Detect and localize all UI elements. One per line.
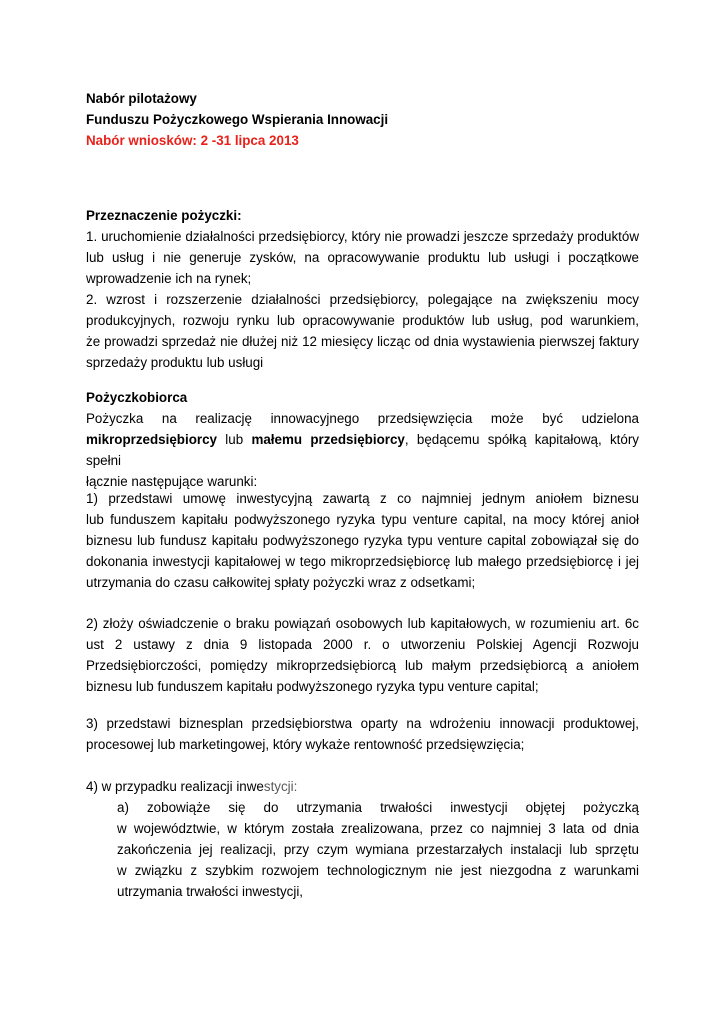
text-line: 2) złoży oświadczenie o braku powiązań osobowych lub kapitałowych, w rozumieniu art. 6c (86, 616, 639, 631)
condition-4 (86, 776, 639, 797)
text-line: Przedsiębiorczości, pomiędzy mikroprzedsiębiorcą lub małym przedsiębiorcą a aniołem (86, 658, 639, 673)
document-header (86, 88, 639, 151)
section-heading: Pożyczkobiorca (86, 390, 188, 405)
text-line: Pożyczka na realizację innowacyjnego przedsięwzięcia może być udzielona (86, 411, 639, 426)
text-line: lub funduszem kapitału podwyższonego ryzyka typu venture capital, na mocy której anioł (86, 512, 639, 527)
condition-1 (86, 488, 639, 593)
text-line: 1. uruchomienie działalności przedsiębiorcy, który nie prowadzi jeszcze sprzedaży produktów (86, 229, 639, 244)
text-line: ust 2 ustawy z dnia 9 listopada 2000 r. o utworzeniu Polskiej Agencji Rozwoju (86, 637, 639, 652)
text-line: 1) przedstawi umowę inwestycyjną zawartą z co najmniej jednym aniołem biznesu (86, 491, 639, 506)
text-line: wprowadzenie ich na rynek; (86, 271, 252, 286)
condition-2 (86, 613, 639, 697)
text-line: utrzymania trwałości inwestycji, (117, 884, 304, 899)
text-line: utrzymania do czasu całkowitej spłaty pożyczki wraz z odsetkami; (86, 575, 476, 590)
text-line: a) zobowiąże się do utrzymania trwałości inwestycji objętej pożyczką (117, 800, 639, 815)
text-line: dokonania inwestycji kapitałowej w tego mikroprzedsiębiorcę lub małego przedsiębiorcę i jej (86, 554, 639, 569)
text-line: że prowadzi sprzedaż nie dłużej niż 12 miesięcy licząc od dnia wystawienia pierwszej faktury (86, 334, 639, 349)
text-line: mikroprzedsiębiorcy lub małemu przedsiębiorcy, będącemu spółką kapitałową, który spełni (86, 432, 639, 468)
text-line: produkcyjnych, rozwoju rynku lub opracowywanie produktów lub usług, pod warunkiem, (86, 313, 639, 328)
recruitment-dates: Nabór wniosków: 2 -31 lipca 2013 (86, 133, 299, 148)
text-line: biznesu lub fundusz kapitału podwyższonego ryzyka typu venture capital zobowiązał się do (86, 533, 639, 548)
text-line: w związku z szybkim rozwojem technologicznym nie jest niezgodna z warunkami (117, 863, 639, 878)
condition-3 (86, 713, 639, 755)
section-pozyczkobiorca (86, 387, 639, 492)
text-line: 2. wzrost i rozszerzenie działalności przedsiębiorcy, polegające na zwiększeniu mocy (86, 292, 639, 307)
bold-term: małemu przedsiębiorcy (251, 432, 405, 447)
bold-term: mikroprzedsiębiorcy (86, 432, 217, 447)
header-line-1: Nabór pilotażowy (86, 91, 197, 106)
text-line: łącznie następujące warunki: (86, 474, 258, 489)
header-line-2: Funduszu Pożyczkowego Wspierania Innowacji (86, 112, 389, 127)
text-line: procesowej lub marketingowej, który wykaże rentowność przedsięwzięcia; (86, 737, 525, 752)
section-heading: Przeznaczenie pożyczki: (86, 208, 242, 223)
text-line: w województwie, w którym została zrealizowana, przez co najmniej 3 lata od dnia (117, 821, 639, 836)
text-line: lub usług i nie generuje zysków, na opracowywanie produktu lub usługi i początkowe (86, 250, 639, 265)
text-line: 4) w przypadku realizacji inwestycji: (86, 779, 298, 794)
text-line: zakończenia jej realizacji, przy czym wymiana przestarzałych instalacji lub sprzętu (117, 842, 639, 857)
text-line: sprzedaży produktu lub usługi (86, 355, 264, 370)
text-line: biznesu lub funduszem kapitału podwyższonego ryzyka typu venture capital; (86, 679, 539, 694)
condition-4a (117, 797, 639, 902)
section-przeznaczenie (86, 205, 639, 373)
text-line: 3) przedstawi biznesplan przedsiębiorstwa oparty na wdrożeniu innowacji produktowej, (86, 716, 639, 731)
